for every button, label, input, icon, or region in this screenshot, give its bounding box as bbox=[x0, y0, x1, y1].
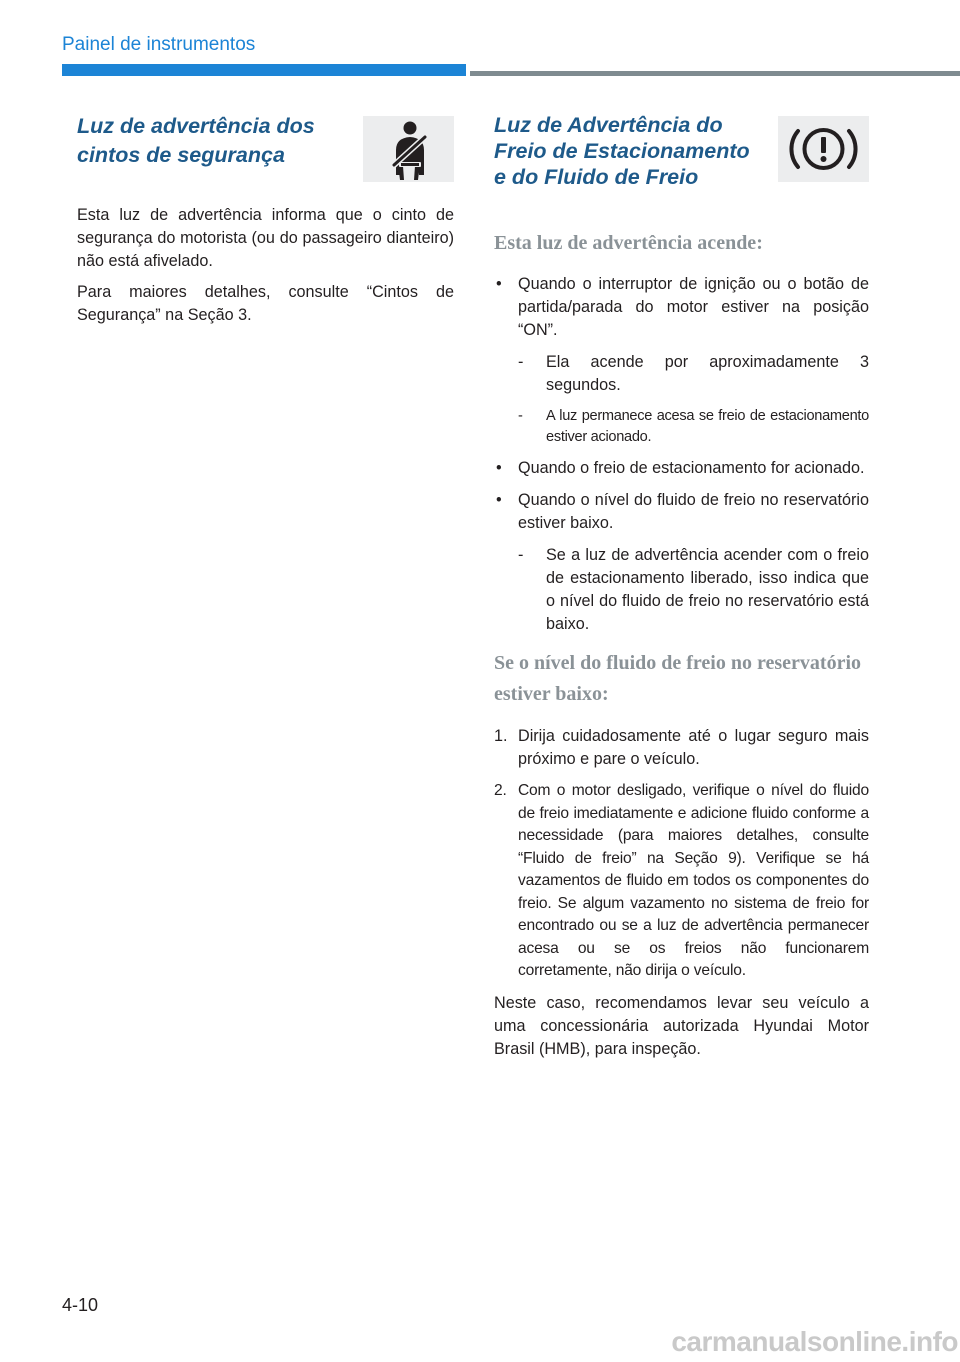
sub-list-item-text: Se a luz de advertência acender com o freio de estacionamento liberado, isso indica que o nível do fluido de freio no reservatório está baixo. bbox=[546, 546, 869, 633]
sub-list-item bbox=[518, 544, 869, 636]
lights-on-heading: Esta luz de advertência acende: bbox=[494, 232, 763, 254]
closing-paragraph: Neste caso, recomendamos levar seu veículo a uma concessionária autorizada Hyundai Motor Brasil (HMB), para inspeção. bbox=[494, 993, 869, 1058]
dash-mark: - bbox=[518, 546, 524, 564]
brake-warning-icon bbox=[778, 116, 869, 182]
seatbelt-heading-row bbox=[77, 112, 454, 170]
header-bar-accent bbox=[62, 64, 466, 76]
sub-list-item bbox=[518, 406, 869, 448]
dash-mark: - bbox=[518, 353, 524, 371]
seatbelt-icon-graphic bbox=[363, 116, 454, 182]
brake-warning-title: Luz de Advertência do Freio de Estacionamento e do Fluido de Freio bbox=[494, 113, 750, 189]
step-text: Com o motor desligado, verifique o nível do fluido de freio imediatamente e adicione fluido conforme a necessidade (para maiores detalhes, consulte “Fluido de freio” na Seção 9). Verifique se há vazamentos de fluido em todos os componentes do freio. Se algum vazamento no sistema de freio for encontrado ou se a luz de advertência permanecer acesa ou se os freios não funcionarem corretamente, não dirija o veículo. bbox=[518, 782, 869, 979]
lights-on-list bbox=[494, 273, 869, 636]
bullet-mark: • bbox=[496, 491, 502, 509]
list-item-text: Quando o freio de estacionamento for acionado. bbox=[518, 459, 865, 477]
step-number: 1. bbox=[494, 727, 508, 745]
brake-warning-section bbox=[494, 112, 869, 1061]
list-item bbox=[494, 489, 869, 636]
list-item-text: Quando o nível do fluido de freio no reservatório estiver baixo. bbox=[518, 491, 869, 532]
step-number: 2. bbox=[494, 782, 507, 799]
sub-list bbox=[518, 351, 869, 448]
seatbelt-warning-section bbox=[77, 112, 454, 327]
seatbelt-warning-icon bbox=[363, 116, 454, 182]
sub-list-item-text: Ela acende por aproximadamente 3 segundos. bbox=[546, 353, 869, 394]
list-item-text: Quando o interruptor de ignição ou o botão de partida/parada do motor estiver na posição “ON”. bbox=[518, 275, 869, 339]
list-item bbox=[494, 457, 869, 480]
step-text: Dirija cuidadosamente até o lugar seguro mais próximo e pare o veículo. bbox=[518, 727, 869, 768]
sub-list bbox=[518, 544, 869, 636]
bullet-mark: • bbox=[496, 459, 502, 477]
sub-list-item-text: A luz permanece acesa se freio de estacionamento estiver acionado. bbox=[546, 408, 869, 445]
seatbelt-paragraph: Esta luz de advertência informa que o cinto de segurança do motorista (ou do passageiro dianteiro) não está afivelado. bbox=[77, 206, 454, 270]
section-title: Painel de instrumentos bbox=[62, 34, 256, 55]
list-item bbox=[494, 725, 869, 771]
list-item bbox=[494, 273, 869, 448]
brake-icon-graphic bbox=[778, 116, 869, 182]
seatbelt-warning-title: Luz de advertência dos cintos de segurança bbox=[77, 114, 315, 167]
page-number: 4-10 bbox=[62, 1295, 99, 1315]
low-fluid-steps bbox=[494, 725, 869, 983]
dash-mark: - bbox=[518, 408, 523, 424]
list-item bbox=[494, 780, 869, 983]
seatbelt-paragraph: Para maiores detalhes, consulte “Cintos de Segurança” na Seção 3. bbox=[77, 283, 454, 324]
watermark: carmanualsonline.info bbox=[671, 1326, 958, 1357]
brake-heading-row bbox=[494, 112, 869, 190]
low-fluid-heading: Se o nível do fluido de freio no reservatório estiver baixo: bbox=[494, 652, 862, 705]
bullet-mark: • bbox=[496, 275, 502, 293]
header-bar-rule bbox=[470, 71, 960, 76]
sub-list-item bbox=[518, 351, 869, 397]
